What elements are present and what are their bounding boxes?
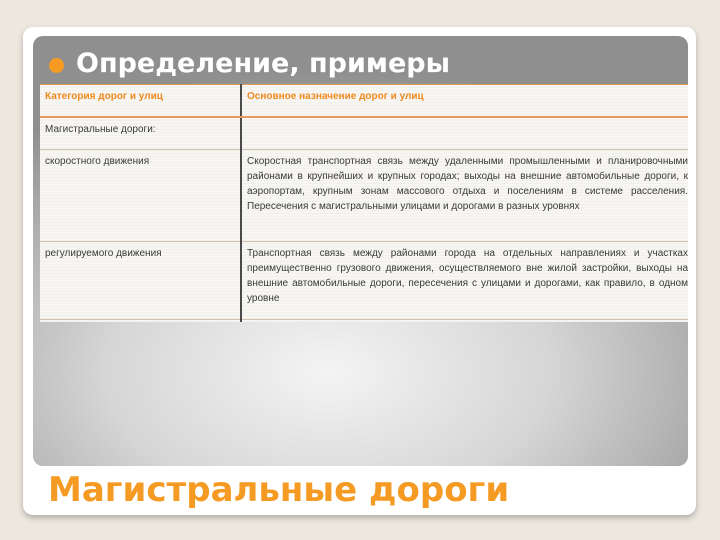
category-cell: скоростного движения bbox=[40, 150, 241, 242]
table-row bbox=[40, 320, 688, 323]
table-row bbox=[40, 242, 688, 320]
table-row bbox=[40, 150, 688, 242]
category-cell: регулируемого движения bbox=[40, 242, 241, 320]
table-header-row bbox=[40, 85, 688, 118]
table-row bbox=[40, 117, 688, 150]
road-category-table-image bbox=[40, 84, 688, 322]
slide-heading: Определение, примеры bbox=[76, 48, 451, 79]
road-category-table bbox=[40, 84, 688, 322]
bullet-icon bbox=[49, 58, 64, 73]
category-cell bbox=[40, 320, 241, 323]
purpose-cell: Транспортная связь между районами города на отдельных направлениях и участках преимущественно грузового движения, осуществляемого вне жилой застройки, выходы на внешние автомобильные дороги, пересечения с улицами и дорогами, как правило, в одном уровне bbox=[241, 242, 688, 320]
purpose-cell bbox=[241, 117, 688, 150]
category-cell: Магистральные дороги: bbox=[40, 117, 241, 150]
column-header-purpose: Основное назначение дорог и улиц bbox=[241, 85, 688, 118]
purpose-cell bbox=[241, 320, 688, 323]
purpose-cell: Скоростная транспортная связь между удаленными промышленными и планировочными районами в крупнейших и крупных городах; выходы на внешние автомобильные дороги, к аэропортам, крупным зонам массового отдыха и поселениям в системе расселения. Пересечения с магистральными улицами и дорогами в разных уровнях bbox=[241, 150, 688, 242]
column-header-category: Категория дорог и улиц bbox=[40, 85, 241, 118]
slide-title: Магистральные дороги bbox=[48, 470, 510, 510]
